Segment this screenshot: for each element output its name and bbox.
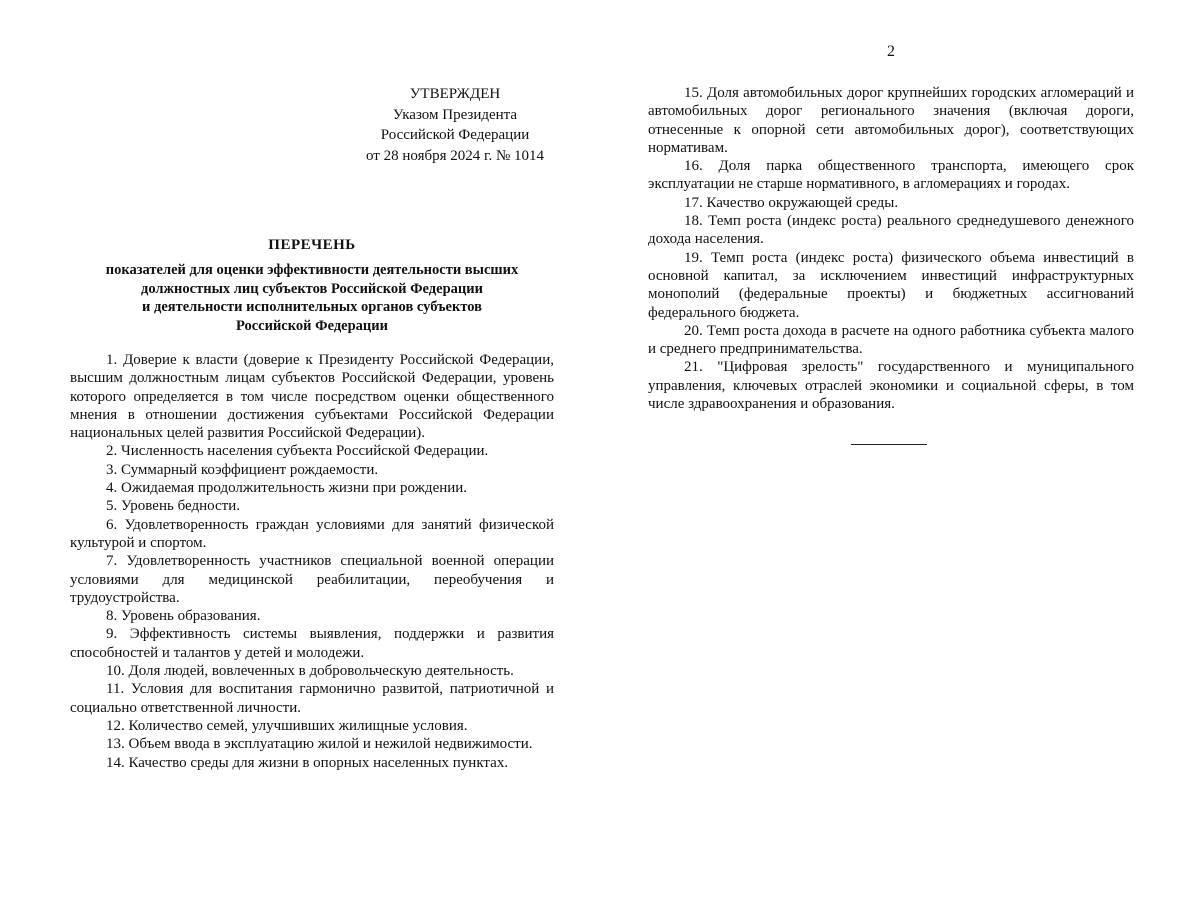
list-item: 10. Доля людей, вовлеченных в добровольческую деятельность. [106,663,514,680]
indicator-list-right-column [648,84,1134,413]
list-item: 12. Количество семей, улучшивших жилищные условия. [106,717,468,734]
list-item: 5. Уровень бедности. [106,498,240,515]
list-item: 13. Объем ввода в эксплуатацию жилой и нежилой недвижимости. [106,736,533,753]
document-subtitle [70,261,554,335]
list-item: 15. Доля автомобильных дорог крупнейших городских агломераций и автомобильных дорог регионального значения (включая дороги, отнесенные к опорной сети автомобильных дорог), соответствующих нормативам. [648,85,1134,156]
approval-stamp [330,84,580,166]
list-item: 19. Темп роста (индекс роста) физического объема инвестиций в основной капитал, за исключением инвестиций инфраструктурных монополий (федеральные проекты) и бюджетных ассигнований федерального бюджета. [648,249,1134,321]
indicator-list-left-column [70,351,554,772]
list-item: 9. Эффективность системы выявления, поддержки и развития способностей и талантов у детей и молодежи. [70,626,554,661]
page-number: 2 [887,43,895,60]
list-item: 17. Качество окружающей среды. [684,194,899,211]
end-of-list-divider [851,444,927,445]
approval-line: от 28 ноября 2024 г. № 1014 [365,147,545,164]
list-item: 21. "Цифровая зрелость" государственного и муниципального управления, ключевых отраслей экономики и социальной сферы, в том числе здравоохранения и образования. [648,359,1134,413]
subtitle-line: Российской Федерации [235,317,388,334]
list-item: 6. Удовлетворенность граждан условиями для занятий физической культурой и спортом. [70,516,554,551]
list-item: 4. Ожидаемая продолжительность жизни при рождении. [106,480,468,497]
list-item: 1. Доверие к власти (доверие к Президенту Российской Федерации, высшим должностным лицам субъектов Российской Федерации, уровень которого определяется в том числе посредством оценки общественного мнения в отношении достижения субъектами Российской Федерации национальных целей развития Российской Федерации). [70,352,554,442]
list-item: 14. Качество среды для жизни в опорных населенных пунктах. [106,754,509,771]
list-item: 8. Уровень образования. [106,608,261,625]
list-item: 16. Доля парка общественного транспорта, имеющего срок эксплуатации не старше нормативного, в агломерациях и городах. [648,158,1134,193]
list-item: 20. Темп роста дохода в расчете на одного работника субъекта малого и среднего предпринимательства. [648,322,1134,358]
list-item: 2. Численность населения субъекта Российской Федерации. [106,443,489,460]
subtitle-line: и деятельности исполнительных органов субъектов [142,299,482,315]
subtitle-line: должностных лиц субъектов Российской Федерации [141,280,483,297]
subtitle-line: показателей для оценки эффективности деятельности высших [105,262,519,278]
document-title: ПЕРЕЧЕНЬ [268,237,356,253]
list-item: 11. Условия для воспитания гармонично развитой, патриотичной и социально ответственной личности. [70,681,554,716]
list-item: 3. Суммарный коэффициент рождаемости. [106,461,379,478]
approval-line: УТВЕРЖДЕН [409,86,501,102]
list-item: 7. Удовлетворенность участников специальной военной операции условиями для медицинской реабилитации, переобучения и трудоустройства. [70,553,554,606]
list-item: 18. Темп роста (индекс роста) реального среднедушевого денежного дохода населения. [648,213,1134,248]
approval-line: Указом Президента [392,106,518,123]
approval-line: Российской Федерации [380,127,530,143]
